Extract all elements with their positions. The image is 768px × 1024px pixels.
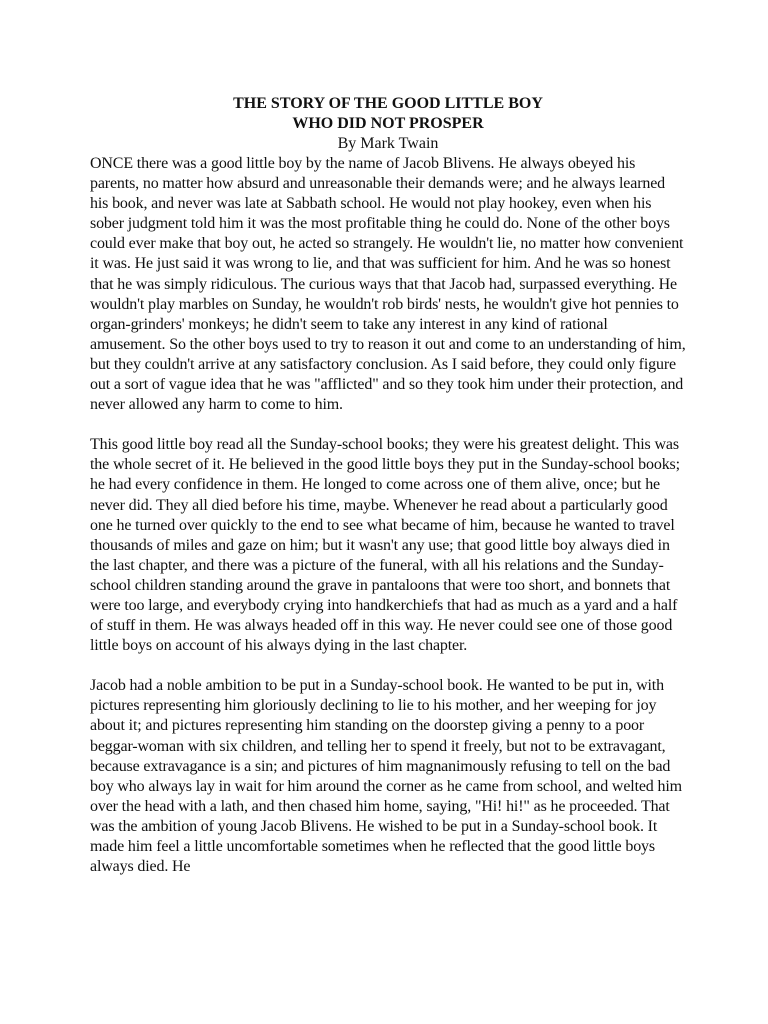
title-block	[90, 94, 686, 154]
author-byline: By Mark Twain	[337, 135, 439, 152]
story-title-line-2: WHO DID NOT PROSPER	[292, 115, 484, 132]
document-page	[90, 94, 686, 877]
paragraph-3: Jacob had a noble ambition to be put in a Sunday-school book. He wanted to be put in, with pictures representing him gloriously declining to lie to his mother, and her weeping for joy about it; and pictures representing him standing on the doorstep giving a penny to a poor beggar-woman with six children, and telling her to spend it freely, but not to be extravagant, because extravagance is a sin; and pictures of him magnanimously refusing to tell on the bad boy who always lay in wait for him around the corner as he came from school, and welted him over the head with a lath, and then chased him home, saying, "Hi! hi!" as he proceeded. That was the ambition of young Jacob Blivens. He wished to be put in a Sunday-school book. It made him feel a little uncomfortable sometimes when he reflected that the good little boys always died. He	[90, 677, 682, 876]
paragraph-2: This good little boy read all the Sunday-school books; they were his greatest delight. This was the whole secret of it. He believed in the good little boys they put in the Sunday-school books; he had every confidence in them. He longed to come across one of them alive, once; but he never did. They all died before his time, maybe. Whenever he read about a particularly good one he turned over quickly to the end to see what became of him, because he wanted to travel thousands of miles and gaze on him; but it wasn't any use; that good little boy always died in the last chapter, and there was a picture of the funeral, with all his relations and the Sunday-school children standing around the grave in pantaloons that were too short, and bonnets that were too large, and everybody crying into handkerchiefs that had as much as a yard and a half of stuff in them. He was always headed off in this way. He never could see one of those good little boys on account of his always dying in the last chapter.	[90, 436, 680, 655]
story-title-line-1: THE STORY OF THE GOOD LITTLE BOY	[233, 95, 543, 112]
paragraph-1: ONCE there was a good little boy by the name of Jacob Blivens. He always obeyed his parents, no matter how absurd and unreasonable their demands were; and he always learned his book, and never was late at Sabbath school. He would not play hookey, even when his sober judgment told him it was the most profitable thing he could do. None of the other boys could ever make that boy out, he acted so strangely. He wouldn't lie, no matter how convenient it was. He just said it was wrong to lie, and that was sufficient for him. And he was so honest that he was simply ridiculous. The curious ways that that Jacob had, surpassed everything. He wouldn't play marbles on Sunday, he wouldn't rob birds' nests, he wouldn't give hot pennies to organ-grinders' monkeys; he didn't seem to take any interest in any kind of rational amusement. So the other boys used to try to reason it out and come to an understanding of him, but they couldn't arrive at any satisfactory conclusion. As I said before, they could only figure out a sort of vague idea that he was "afflicted" and so they took him under their protection, and never allowed any harm to come to him.	[90, 155, 686, 414]
